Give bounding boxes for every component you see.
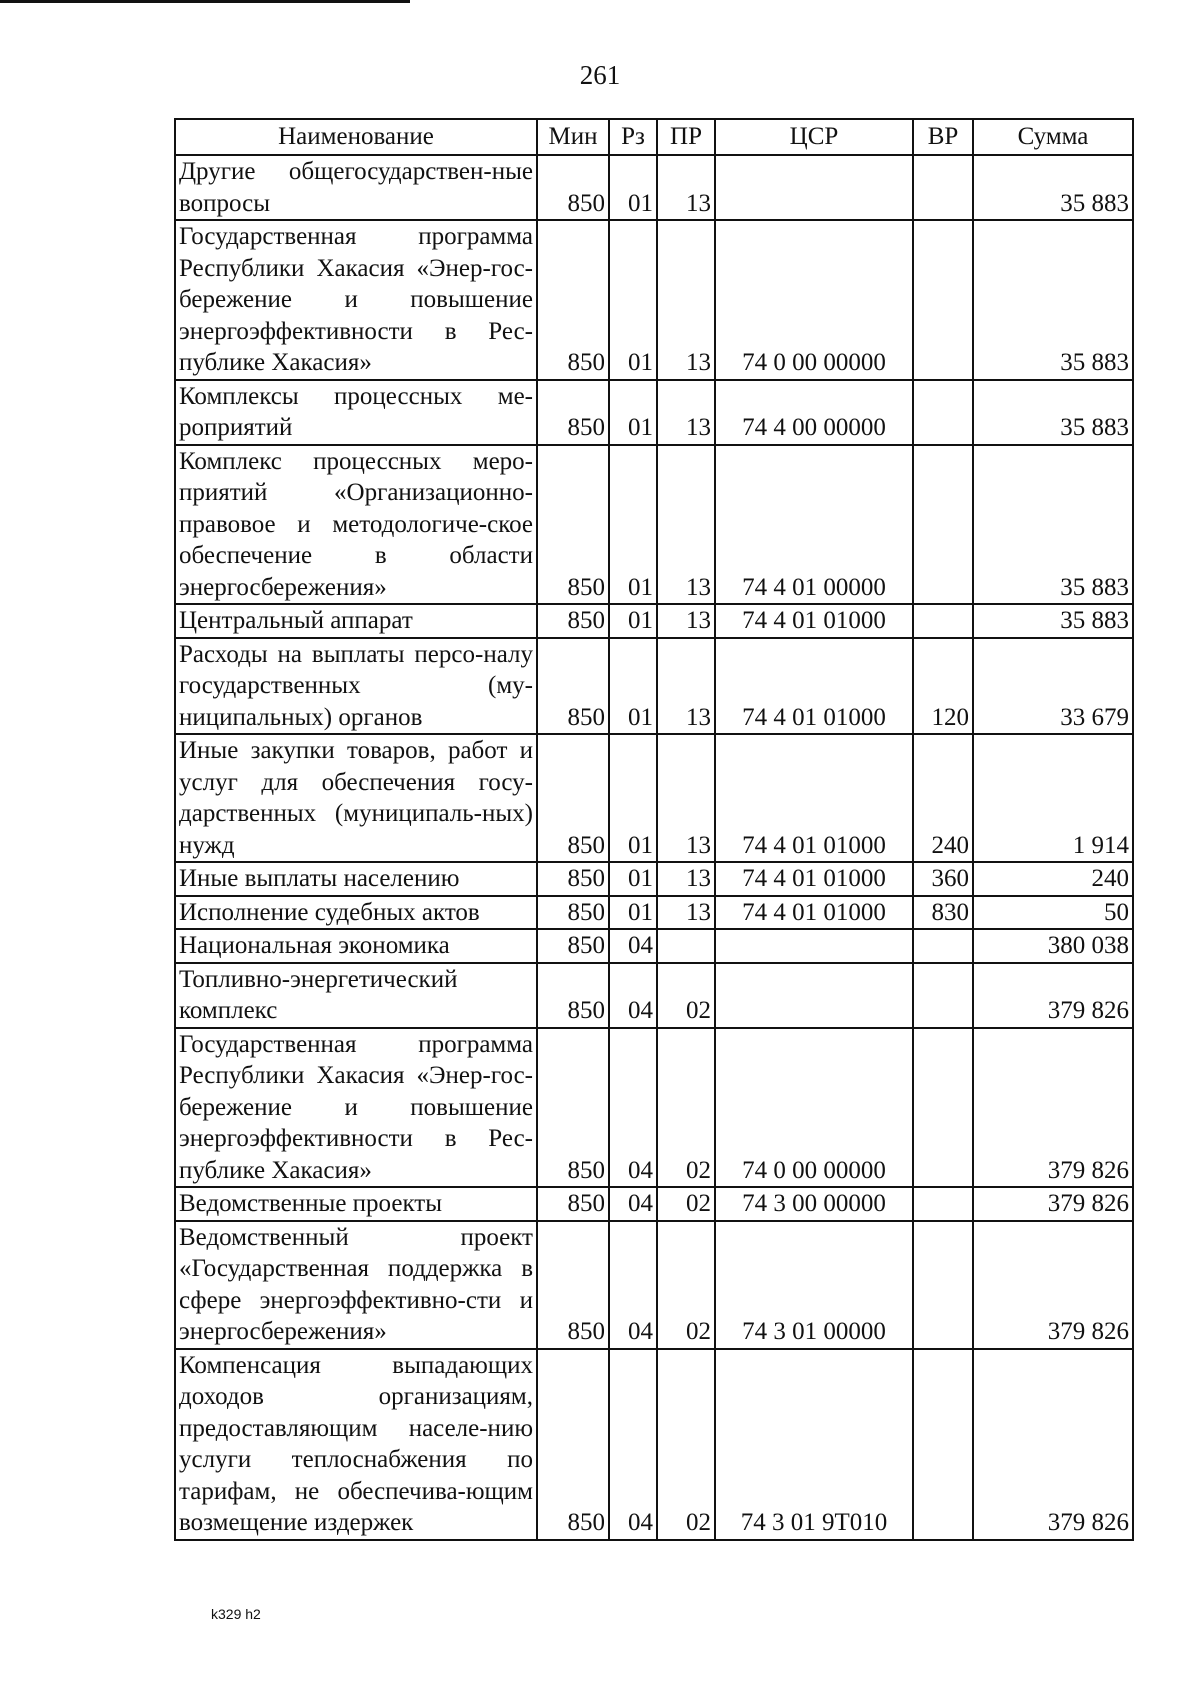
scan-edge-line [0,0,410,3]
cell-rz: 01 [609,734,657,862]
page-number: 261 [579,60,621,90]
table-row [175,929,1133,963]
header-rz: Рз [609,119,657,155]
header-vr: ВР [913,119,973,155]
cell-min: 850 [537,1187,609,1221]
cell-vr [913,155,973,220]
cell-pr: 13 [657,896,715,930]
cell-sum: 380 038 [973,929,1133,963]
cell-vr [913,1221,973,1349]
table-row [175,1349,1133,1540]
cell-sum: 35 883 [973,380,1133,445]
cell-pr: 13 [657,734,715,862]
cell-vr [913,380,973,445]
cell-vr: 240 [913,734,973,862]
cell-vr: 830 [913,896,973,930]
header-csr: ЦСР [715,119,913,155]
cell-name: Иные закупки товаров, работ и услуг для обеспечения госу-дарственных (муниципаль-ных) нужд [175,734,537,862]
header-sum: Сумма [973,119,1133,155]
cell-min: 850 [537,1221,609,1349]
cell-vr [913,1349,973,1540]
cell-vr [913,604,973,638]
header-pr: ПР [657,119,715,155]
table-row [175,638,1133,735]
cell-name: Другие общегосударствен-ные вопросы [175,155,537,220]
cell-min: 850 [537,929,609,963]
cell-vr [913,929,973,963]
cell-min: 850 [537,220,609,380]
cell-csr: 74 3 00 00000 [715,1187,913,1221]
cell-name: Государственная программа Республики Хакасия «Энер-госбережение и повышение энергоэффективности в Рес-публике Хакасия» [175,1028,537,1188]
cell-pr: 02 [657,1187,715,1221]
cell-sum: 379 826 [973,1187,1133,1221]
cell-name: Национальная экономика [175,929,537,963]
cell-csr: 74 3 01 9Т010 [715,1349,913,1540]
cell-csr: 74 4 01 00000 [715,445,913,605]
cell-name: Исполнение судебных актов [175,896,537,930]
cell-min: 850 [537,638,609,735]
cell-rz: 04 [609,963,657,1028]
cell-sum: 35 883 [973,220,1133,380]
table-row [175,220,1133,380]
budget-table [174,118,1134,1541]
cell-pr: 13 [657,862,715,896]
cell-name: Расходы на выплаты персо-налу государственных (му-ниципальных) органов [175,638,537,735]
cell-sum: 33 679 [973,638,1133,735]
table-row [175,155,1133,220]
cell-rz: 01 [609,445,657,605]
cell-rz: 01 [609,155,657,220]
cell-name: Компенсация выпадающих доходов организациям, предоставляющим населе-нию услуги теплоснабжения по тарифам, не обеспечива-ющим возмещение издержек [175,1349,537,1540]
cell-csr: 74 0 00 00000 [715,1028,913,1188]
cell-csr: 74 4 01 01000 [715,862,913,896]
cell-pr: 13 [657,155,715,220]
cell-pr: 13 [657,220,715,380]
cell-sum: 379 826 [973,1349,1133,1540]
table-row [175,1221,1133,1349]
cell-sum: 50 [973,896,1133,930]
cell-pr: 02 [657,1221,715,1349]
cell-pr: 13 [657,380,715,445]
cell-name: Центральный аппарат [175,604,537,638]
header-min: Мин [537,119,609,155]
cell-sum: 379 826 [973,963,1133,1028]
cell-rz: 04 [609,929,657,963]
cell-pr: 13 [657,445,715,605]
cell-min: 850 [537,1349,609,1540]
cell-sum: 1 914 [973,734,1133,862]
table-row [175,604,1133,638]
cell-rz: 01 [609,380,657,445]
cell-min: 850 [537,1028,609,1188]
cell-csr: 74 4 01 01000 [715,896,913,930]
cell-sum: 379 826 [973,1028,1133,1188]
cell-vr [913,445,973,605]
cell-pr [657,929,715,963]
cell-name: Иные выплаты населению [175,862,537,896]
cell-name: Ведомственный проект «Государственная поддержка в сфере энергоэффективно-сти и энергосбережения» [175,1221,537,1349]
cell-rz: 04 [609,1221,657,1349]
cell-pr: 02 [657,1028,715,1188]
cell-min: 850 [537,604,609,638]
cell-name: Комплексы процессных ме-роприятий [175,380,537,445]
cell-rz: 04 [609,1187,657,1221]
table-row [175,1187,1133,1221]
cell-vr: 360 [913,862,973,896]
table-row [175,1028,1133,1188]
table-row [175,734,1133,862]
cell-name: Комплекс процессных меро-приятий «Организационно-правовое и методологиче-ское обеспечение в области энергосбережения» [175,445,537,605]
cell-rz: 01 [609,862,657,896]
cell-vr [913,963,973,1028]
cell-csr: 74 4 01 01000 [715,638,913,735]
cell-pr: 13 [657,604,715,638]
cell-rz: 01 [609,220,657,380]
cell-rz: 04 [609,1028,657,1188]
cell-sum: 379 826 [973,1221,1133,1349]
cell-min: 850 [537,963,609,1028]
cell-name: Топливно-энергетический комплекс [175,963,537,1028]
cell-min: 850 [537,445,609,605]
cell-sum: 35 883 [973,604,1133,638]
cell-pr: 02 [657,1349,715,1540]
cell-min: 850 [537,896,609,930]
footer-code: k329 h2 [211,1606,261,1622]
cell-rz: 01 [609,896,657,930]
cell-name: Ведомственные проекты [175,1187,537,1221]
table-row [175,380,1133,445]
cell-csr [715,155,913,220]
cell-csr [715,929,913,963]
cell-sum: 35 883 [973,155,1133,220]
cell-min: 850 [537,862,609,896]
table-row [175,862,1133,896]
cell-vr: 120 [913,638,973,735]
table-row [175,963,1133,1028]
cell-vr [913,1028,973,1188]
table-row [175,896,1133,930]
cell-sum: 35 883 [973,445,1133,605]
cell-csr: 74 0 00 00000 [715,220,913,380]
cell-csr: 74 4 01 01000 [715,604,913,638]
cell-sum: 240 [973,862,1133,896]
cell-min: 850 [537,734,609,862]
cell-csr [715,963,913,1028]
cell-pr: 02 [657,963,715,1028]
cell-rz: 01 [609,604,657,638]
header-name: Наименование [175,119,537,155]
cell-min: 850 [537,380,609,445]
cell-csr: 74 3 01 00000 [715,1221,913,1349]
cell-min: 850 [537,155,609,220]
cell-csr: 74 4 01 01000 [715,734,913,862]
table-row [175,445,1133,605]
cell-csr: 74 4 00 00000 [715,380,913,445]
cell-rz: 01 [609,638,657,735]
cell-pr: 13 [657,638,715,735]
cell-vr [913,1187,973,1221]
cell-rz: 04 [609,1349,657,1540]
cell-vr [913,220,973,380]
cell-name: Государственная программа Республики Хакасия «Энер-госбережение и повышение энергоэффективности в Рес-публике Хакасия» [175,220,537,380]
table-header-row [175,119,1133,155]
